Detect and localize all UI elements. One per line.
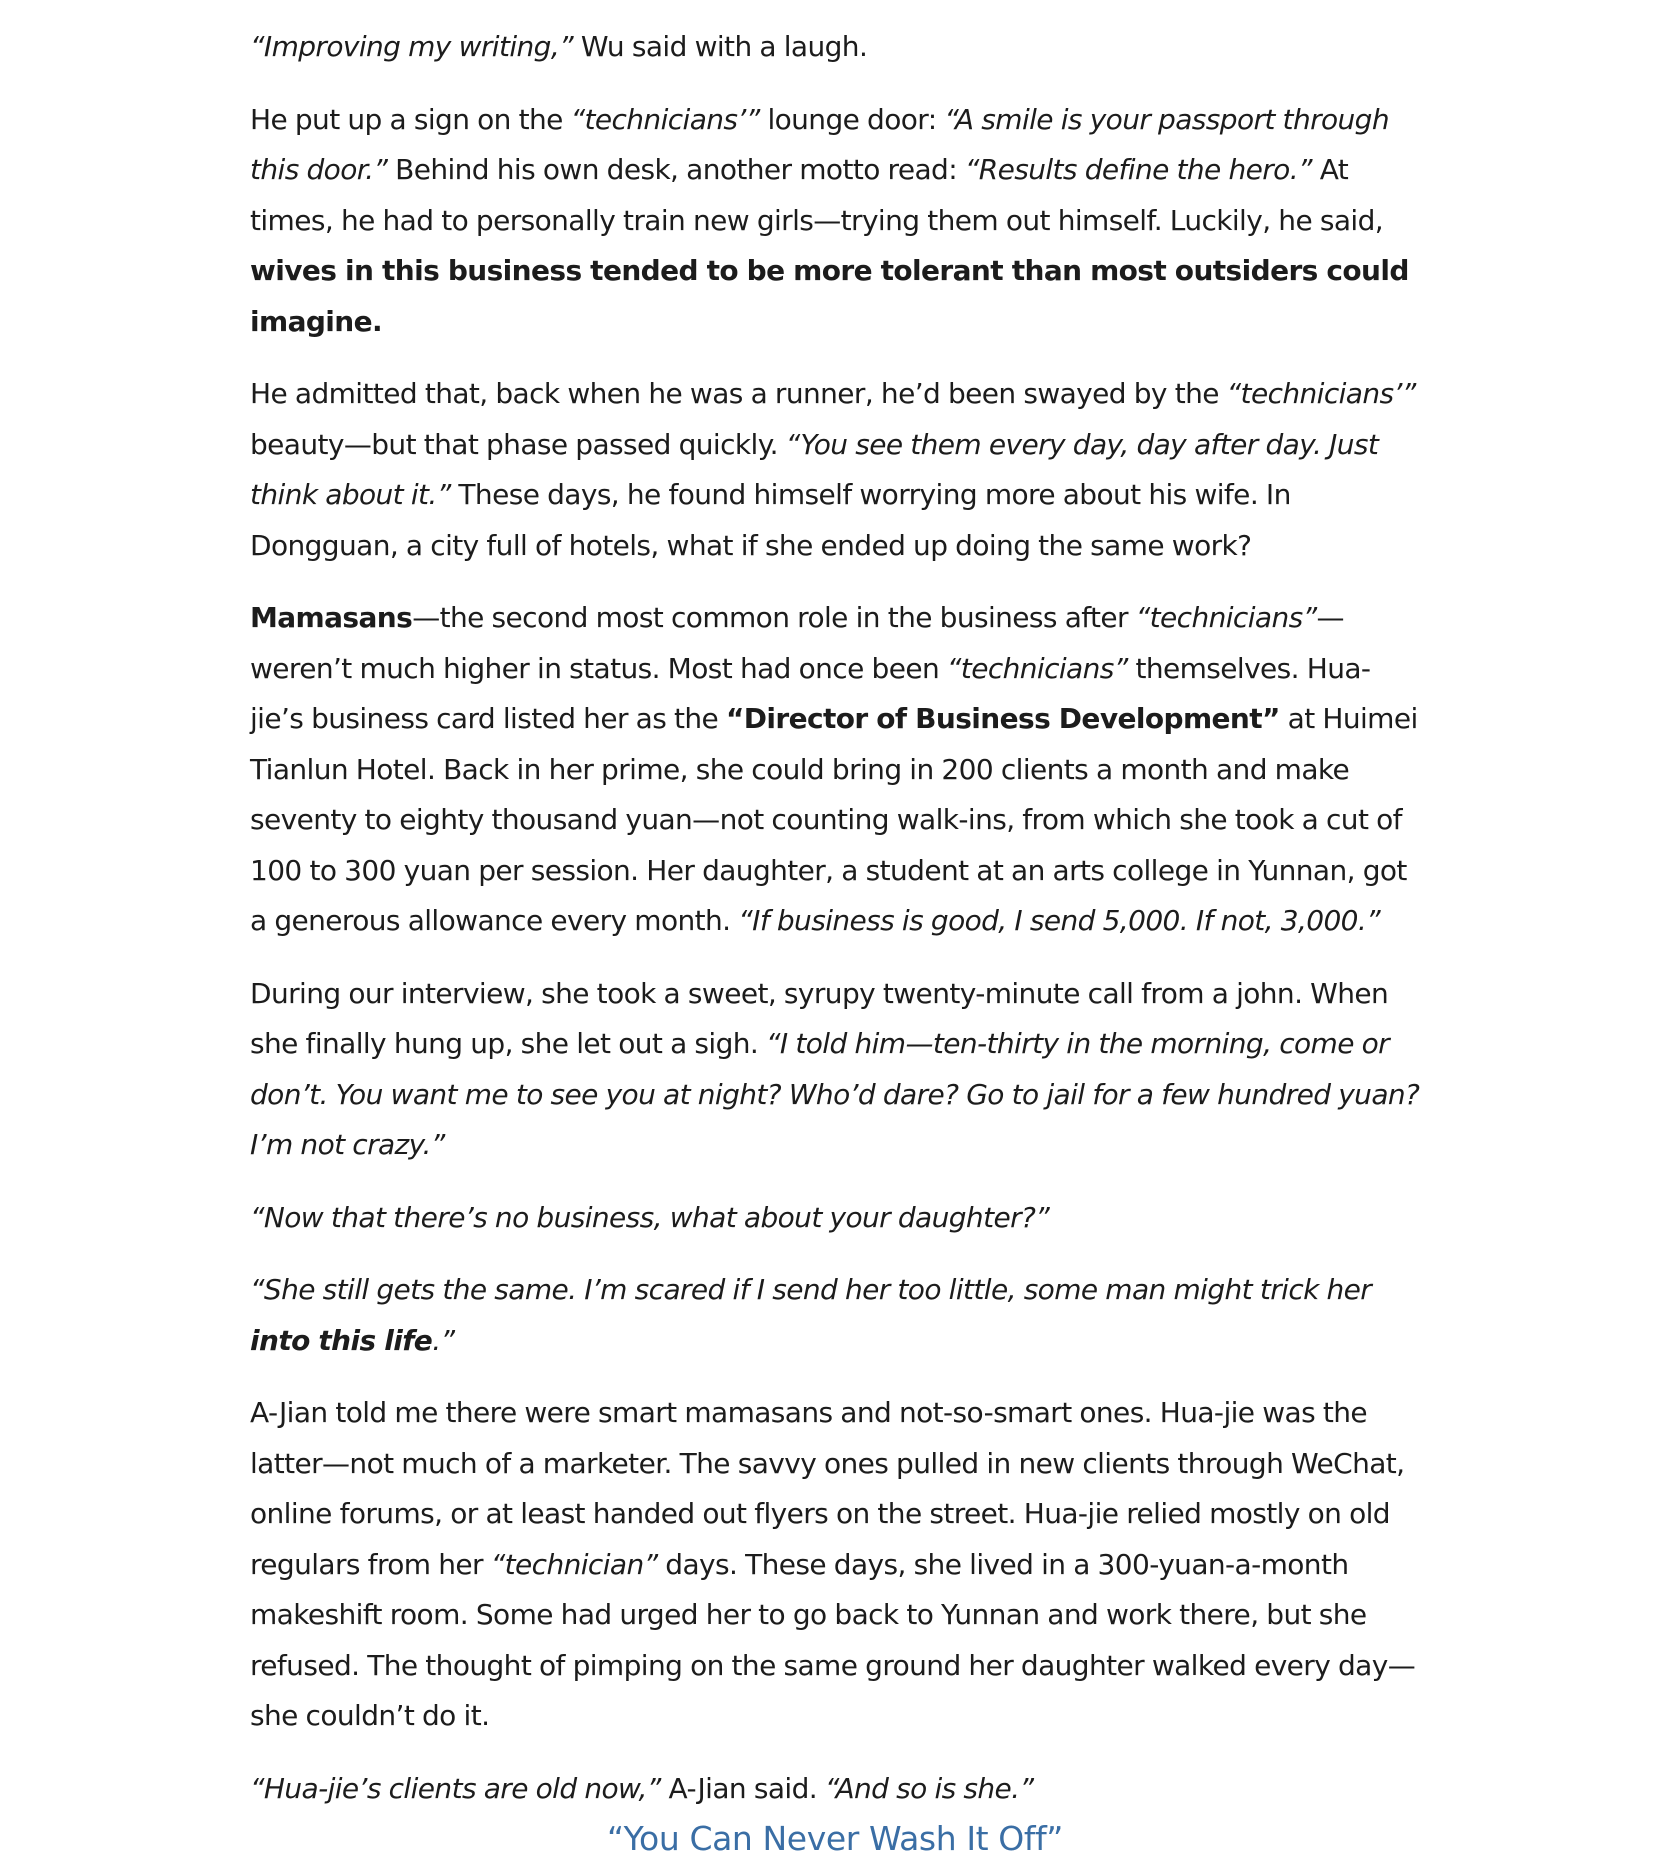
quote: “I told him—ten-thirty in the morning, come or don’t. You want me to see you at night? Who’d dare? Go to jail for a few hundred yuan? I’m not crazy.” <box>250 1027 1420 1161</box>
text: at Huimei Tianlun Hotel. Back in her prime, she could bring in 200 clients a month and make seventy to eighty thousand yuan—not counting walk-ins, from which she took a cut of 100 to 300 yuan per session. Her daughter, a student at an arts college in Yunnan, got a generous allowance every month. <box>250 702 1418 937</box>
text: Behind his own desk, another motto read: <box>387 153 965 186</box>
quote-text: .” <box>432 1323 455 1357</box>
text: days. These days, she lived in a 300-yuan-a-month makeshift room. Some had urged her to go back to Yunnan and work there, but she refused. The thought of pimping on the same ground her daughter walked every day—she couldn’t do it. <box>250 1547 1416 1732</box>
quote: “Improving my writing,” <box>250 30 574 63</box>
paragraph-6 <box>250 1193 1420 1244</box>
quote: “technician” <box>490 1547 658 1581</box>
text: These days, he found himself worrying more about his wife. In Dongguan, a city full of hotels, what if she ended up doing the same work? <box>250 478 1291 562</box>
text: lounge door: <box>759 102 945 136</box>
quote <box>250 1273 1371 1357</box>
paragraph-1 <box>250 22 1420 73</box>
quote: “And so is she.” <box>824 1771 1034 1805</box>
text: Wu said with a laugh. <box>573 30 868 63</box>
bold-text: “Director of Business Development” <box>725 702 1280 735</box>
paragraph-3 <box>250 369 1420 571</box>
paragraph-4 <box>250 593 1420 947</box>
text: He admitted that, back when he was a runner, he’d been swayed by the <box>250 377 1227 410</box>
quote-text: “She still gets the same. I’m scared if I send her too little, some man might trick her <box>250 1273 1372 1306</box>
text: —weren’t much higher in status. Most had once been <box>250 601 1344 685</box>
article-body <box>250 22 1420 1836</box>
quote: “technicians’” <box>570 102 760 136</box>
text: —the second most common role in the business after <box>412 601 1136 634</box>
text: themselves. Hua-jie’s business card listed her as the <box>250 651 1371 735</box>
bold-text: wives in this business tended to be more tolerant than most outsiders could imagine. <box>250 254 1409 338</box>
quote: “technicians” <box>946 651 1128 685</box>
quote: “Now that there’s no business, what about your daughter?” <box>250 1200 1050 1234</box>
paragraph-2 <box>250 95 1420 348</box>
text: A-Jian told me there were smart mamasans and not-so-smart ones. Hua-jie was the latter—not much of a marketer. The savvy ones pulled in new clients through WeChat, online forums, or at least handed out flyers on the street. Hua-jie relied mostly on old regulars from her <box>250 1396 1405 1581</box>
text: At times, he had to personally train new girls—trying them out himself. Luckily, he said, <box>250 153 1384 237</box>
quote: “Results define the hero.” <box>964 153 1312 186</box>
paragraph-9 <box>250 1764 1420 1815</box>
paragraph-7 <box>250 1265 1420 1366</box>
bold-text: Mamasans <box>250 601 413 634</box>
quote: “Hua-jie’s clients are old now,” <box>250 1771 661 1805</box>
text: During our interview, she took a sweet, syrupy twenty-minute call from a john. When she finally hung up, she let out a sigh. <box>250 976 1389 1060</box>
quote: “A smile is your passport through this door.” <box>250 102 1389 186</box>
paragraph-5 <box>250 969 1420 1171</box>
quote: “technicians” <box>1135 601 1317 634</box>
bold-text: into this life <box>250 1323 433 1357</box>
section-heading: “You Can Never Wash It Off” <box>606 1819 1064 1858</box>
quote: “If business is good, I send 5,000. If not, 3,000.” <box>738 904 1381 937</box>
quote: “You see them every day, day after day. Just think about it.” <box>250 427 1379 511</box>
text: A-Jian said. <box>660 1771 825 1805</box>
text: beauty—but that phase passed quickly. <box>250 427 786 461</box>
paragraph-8 <box>250 1388 1420 1742</box>
text: He put up a sign on the <box>250 102 571 136</box>
quote: “technicians’” <box>1226 377 1416 410</box>
